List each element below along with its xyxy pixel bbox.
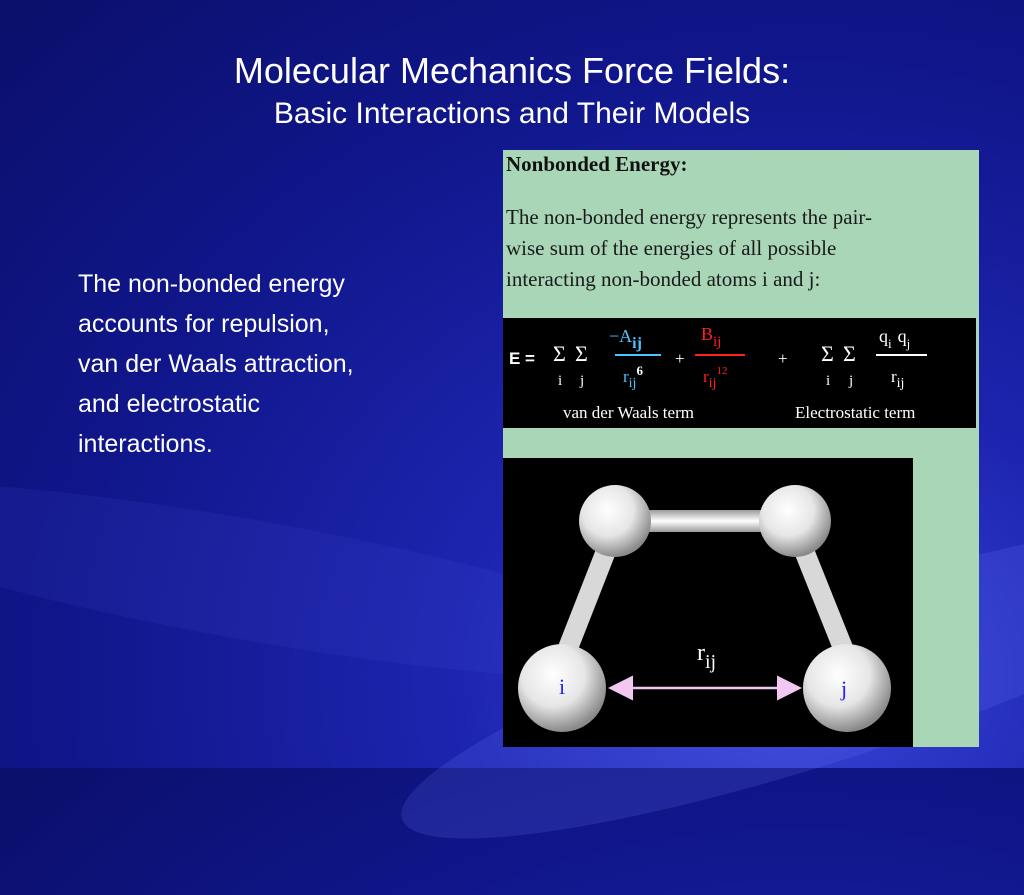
body-line: accounts for repulsion, — [78, 310, 330, 338]
energy-equation-panel — [503, 318, 976, 428]
atom-j-label: j — [841, 676, 848, 701]
plus-sign: + — [675, 349, 685, 368]
molecule-diagram — [503, 458, 913, 747]
figure-description — [506, 202, 978, 295]
distance-label: $r_{ij}$ — [697, 640, 717, 673]
slide-title-block — [0, 48, 1024, 134]
description-line: interacting non-bonded atoms i and j: — [506, 267, 821, 291]
electrostatic-term-label: Electrostatic term — [795, 403, 916, 422]
body-line: interactions. — [78, 430, 213, 458]
atom — [579, 485, 651, 557]
equation-lhs: E = — [509, 349, 535, 368]
vdw-repulsion-denominator: $r_{ij}^{12}$ — [703, 365, 728, 391]
body-line: and electrostatic — [78, 390, 261, 418]
sum-index-j: j — [849, 373, 854, 389]
electrostatic-denominator: $r_{ij}$ — [891, 367, 905, 391]
sum-index-i: i — [558, 373, 563, 389]
sum-symbol: Σ — [821, 341, 834, 366]
nonbonded-energy-figure — [503, 150, 979, 747]
body-line: van der Waals attraction, — [78, 350, 354, 378]
description-line: The non-bonded energy represents the pair- — [506, 205, 872, 229]
plus-sign: + — [778, 349, 788, 368]
atom-i-label: i — [559, 674, 566, 699]
slide-title: Molecular Mechanics Force Fields: — [233, 50, 791, 91]
sum-symbol: Σ — [843, 341, 856, 366]
atom — [759, 485, 831, 557]
sum-symbol: Σ — [575, 341, 588, 366]
figure-heading: Nonbonded Energy: — [506, 152, 688, 176]
sum-symbol: Σ — [553, 341, 566, 366]
slide-subtitle: Basic Interactions and Their Models — [273, 97, 751, 130]
body-text — [78, 264, 478, 464]
sum-index-j: j — [580, 373, 585, 389]
vdw-attraction-numerator: −Aij — [609, 326, 642, 352]
electrostatic-numerator: $q_i$ $q_j$ — [879, 326, 911, 351]
sum-index-i: i — [826, 373, 831, 389]
vdw-repulsion-numerator: $B_{ij}$ — [701, 324, 722, 350]
body-line: The non-bonded energy — [78, 270, 345, 298]
vdw-term-label: van der Waals term — [563, 403, 694, 422]
vdw-attraction-denominator: $r_{ij}^6$ — [623, 363, 643, 391]
description-line: wise sum of the energies of all possible — [506, 236, 837, 260]
